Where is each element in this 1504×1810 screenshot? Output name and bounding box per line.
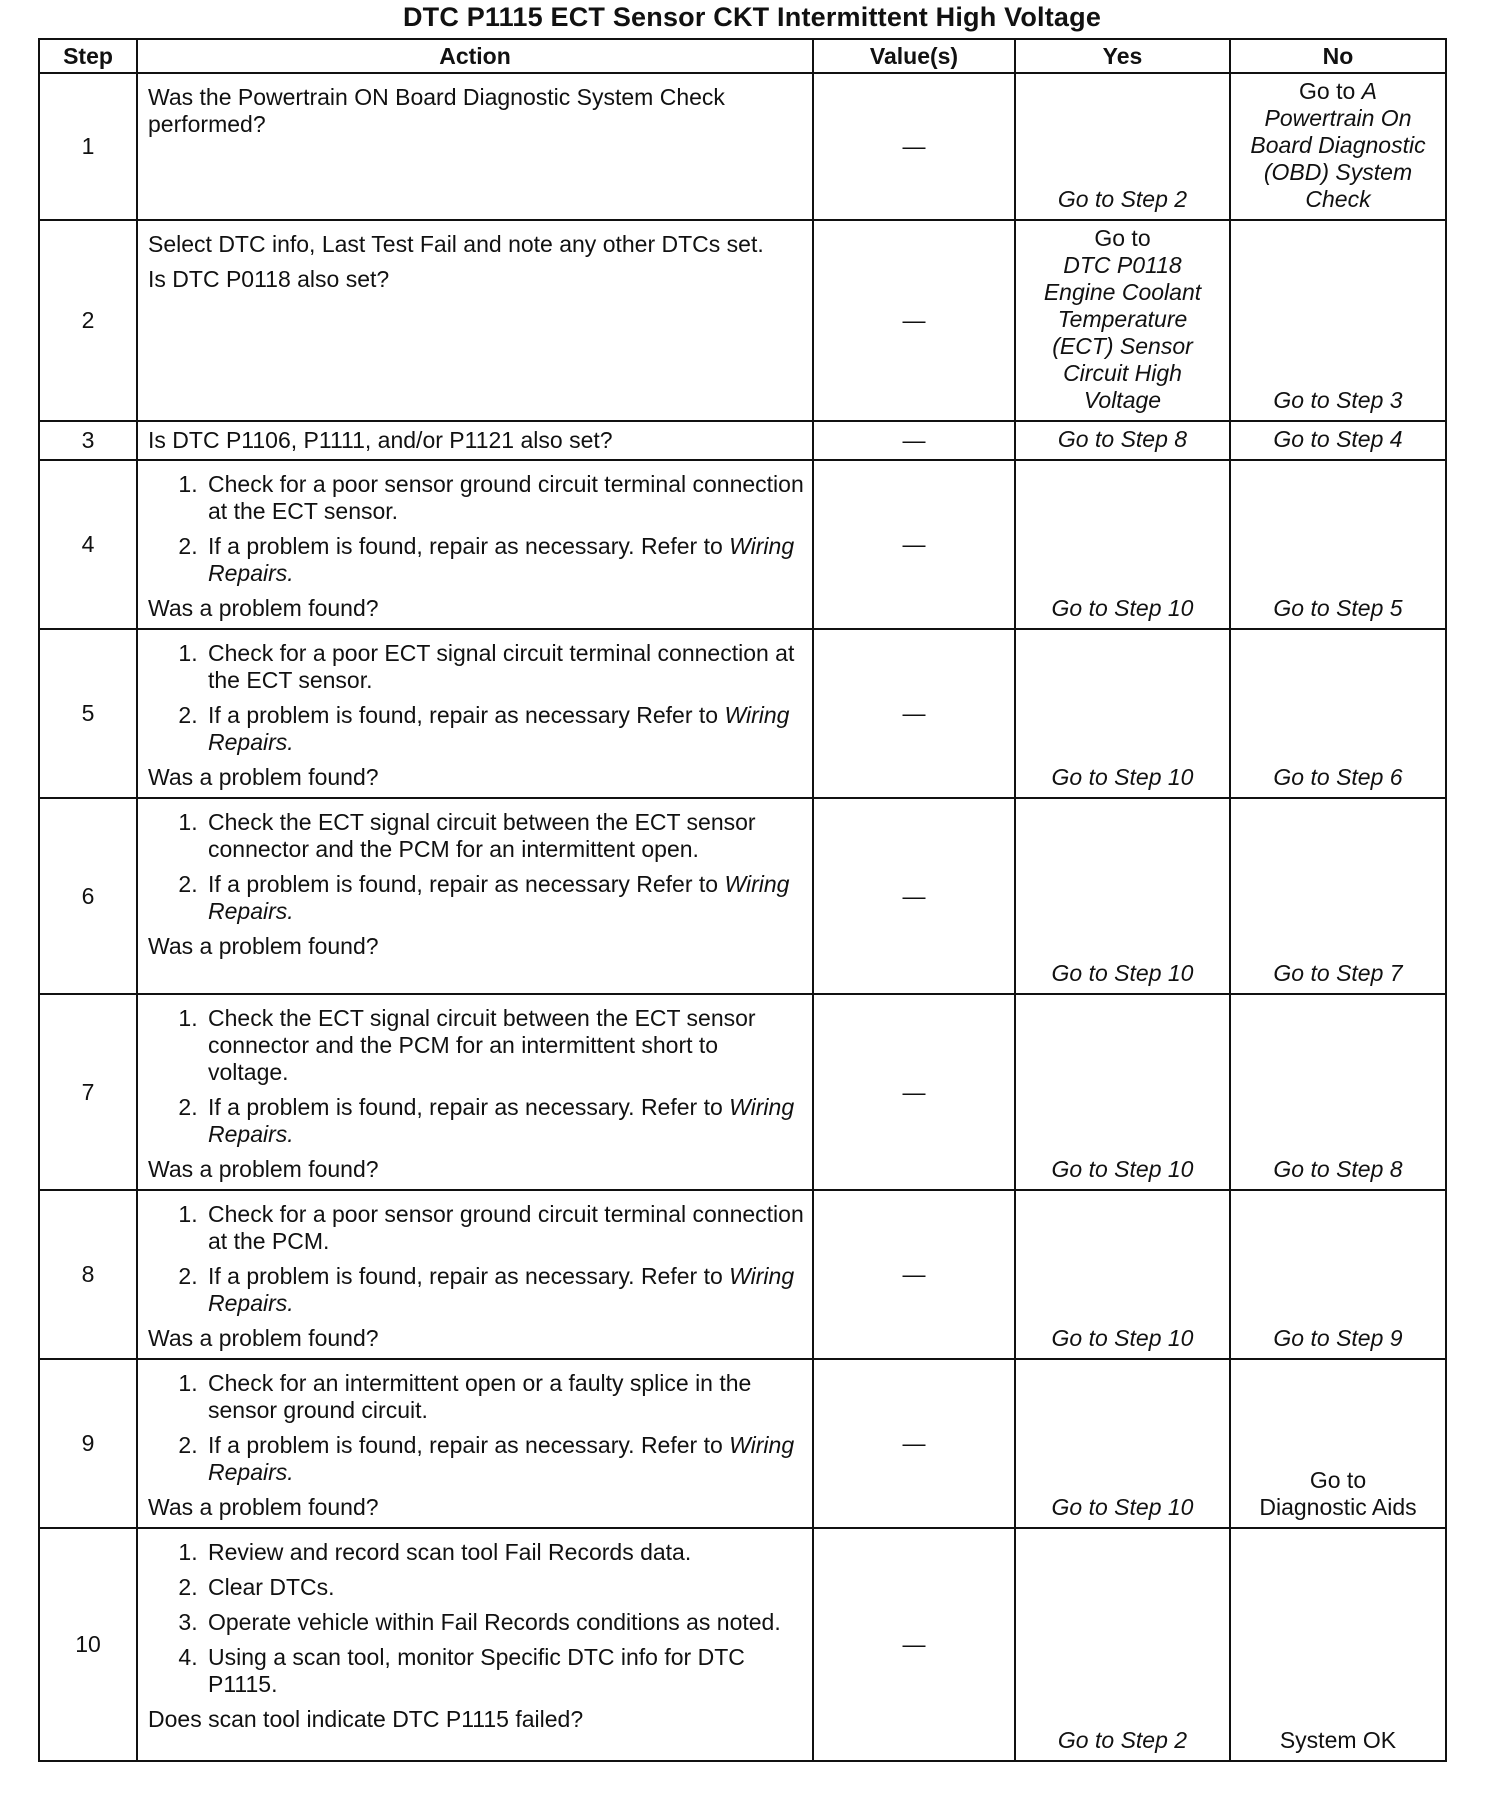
no-cell: Go to Step 8: [1230, 994, 1446, 1190]
action-step: 1. Check the ECT signal circuit between the ECT sensor connector and the PCM for an intermittent short to voltage.: [204, 1005, 804, 1086]
action-cell: [137, 629, 813, 798]
action-cell: [137, 421, 813, 460]
action-steps: [148, 1201, 804, 1317]
action-step: 2. If a problem is found, repair as necessary. Refer to Wiring Repairs.: [204, 1094, 804, 1148]
action-step: 1. Check for a poor ECT signal circuit terminal connection at the ECT sensor.: [204, 640, 804, 694]
action-question: Is DTC P0118 also set?: [148, 266, 390, 292]
no-cell: Go to Step 6: [1230, 629, 1446, 798]
action-step: 2. If a problem is found, repair as necessary Refer to Wiring Repairs.: [204, 702, 804, 756]
value-cell: —: [813, 798, 1015, 994]
header-values: Value(s): [813, 39, 1015, 73]
no-line: Go to A: [1299, 78, 1377, 104]
value-cell: —: [813, 73, 1015, 220]
yes-cell: Go to Step 10: [1015, 994, 1230, 1190]
table-row: [39, 220, 1446, 421]
no-cell: Go to Step 5: [1230, 460, 1446, 629]
table-row: [39, 1190, 1446, 1359]
value-cell: —: [813, 994, 1015, 1190]
action-question: Was a problem found?: [148, 1156, 379, 1182]
step-number: 3: [39, 421, 137, 460]
value-cell: —: [813, 220, 1015, 421]
action-cell: [137, 994, 813, 1190]
value-cell: —: [813, 1528, 1015, 1761]
action-cell: [137, 1528, 813, 1761]
value-cell: —: [813, 421, 1015, 460]
yes-cell: Go to Step 2: [1015, 73, 1230, 220]
header-no: No: [1230, 39, 1446, 73]
table-row: [39, 1359, 1446, 1528]
table-row: [39, 1528, 1446, 1761]
no-line: (OBD) System: [1263, 159, 1413, 185]
action-question: Was a problem found?: [148, 595, 379, 621]
diagnostic-table: [38, 38, 1447, 1762]
action-step: 2. If a problem is found, repair as necessary Refer to Wiring Repairs.: [204, 871, 804, 925]
action-step: 3. Operate vehicle within Fail Records conditions as noted.: [204, 1609, 804, 1636]
step-number: 5: [39, 629, 137, 798]
no-cell: Go to Step 4: [1230, 421, 1446, 460]
header-yes: Yes: [1015, 39, 1230, 73]
action-step: 1. Check for an intermittent open or a faulty splice in the sensor ground circuit.: [204, 1370, 804, 1424]
value-cell: —: [813, 1190, 1015, 1359]
action-step: 1. Check for a poor sensor ground circuit terminal connection at the ECT sensor.: [204, 471, 804, 525]
no-cell: [1230, 73, 1446, 220]
action-steps: [148, 809, 804, 925]
yes-cell: Go to Step 10: [1015, 1359, 1230, 1528]
no-line: Powertrain On: [1264, 105, 1412, 131]
header-row: [39, 39, 1446, 73]
yes-line: DTC P0118: [1063, 252, 1182, 278]
action-step: 1. Check for a poor sensor ground circuit terminal connection at the PCM.: [204, 1201, 804, 1255]
step-number: 10: [39, 1528, 137, 1761]
action-steps: [148, 1370, 804, 1486]
yes-cell: Go to Step 2: [1015, 1528, 1230, 1761]
no-cell: Go to Step 9: [1230, 1190, 1446, 1359]
no-line: Diagnostic Aids: [1259, 1494, 1417, 1520]
action-step: 2. Clear DTCs.: [204, 1574, 804, 1601]
table-row: [39, 994, 1446, 1190]
no-line: Go to: [1309, 1467, 1367, 1493]
action-cell: [137, 73, 813, 220]
yes-line: Temperature: [1057, 306, 1188, 332]
action-step: 2. If a problem is found, repair as necessary. Refer to Wiring Repairs.: [204, 533, 804, 587]
header-step: Step: [39, 39, 137, 73]
action-text: Was the Powertrain ON Board Diagnostic System Check performed?: [148, 84, 725, 137]
action-steps: [148, 640, 804, 756]
action-step: 2. If a problem is found, repair as necessary. Refer to Wiring Repairs.: [204, 1432, 804, 1486]
page-title: DTC P1115 ECT Sensor CKT Intermittent High Voltage: [402, 2, 1102, 32]
yes-line: Circuit High: [1063, 360, 1182, 386]
action-step: 2. If a problem is found, repair as necessary. Refer to Wiring Repairs.: [204, 1263, 804, 1317]
yes-cell: Go to Step 10: [1015, 1190, 1230, 1359]
yes-cell: Go to Step 10: [1015, 798, 1230, 994]
value-cell: —: [813, 629, 1015, 798]
table-row: [39, 629, 1446, 798]
value-cell: —: [813, 460, 1015, 629]
no-line: Check: [1305, 186, 1371, 212]
value-cell: —: [813, 1359, 1015, 1528]
no-line: Board Diagnostic: [1250, 132, 1426, 158]
yes-line: (ECT) Sensor: [1052, 333, 1193, 359]
action-step: 1. Review and record scan tool Fail Records data.: [204, 1539, 804, 1566]
action-cell: [137, 460, 813, 629]
action-question: Is DTC P1106, P1111, and/or P1121 also set?: [148, 427, 613, 453]
action-steps: [148, 1005, 804, 1148]
action-steps: [148, 471, 804, 587]
no-cell: System OK: [1230, 1528, 1446, 1761]
action-question: Was a problem found?: [148, 1494, 379, 1520]
header-action: Action: [137, 39, 813, 73]
yes-cell: Go to Step 8: [1015, 421, 1230, 460]
action-cell: [137, 220, 813, 421]
action-steps: [148, 1539, 804, 1698]
action-question: Was a problem found?: [148, 1325, 379, 1351]
action-cell: [137, 1190, 813, 1359]
action-cell: [137, 798, 813, 994]
table-row: [39, 421, 1446, 460]
no-cell: Go to Step 7: [1230, 798, 1446, 994]
no-cell: Go to Step 3: [1230, 220, 1446, 421]
action-cell: [137, 1359, 813, 1528]
yes-line: Voltage: [1083, 387, 1162, 413]
action-question: Was a problem found?: [148, 764, 379, 790]
table-row: [39, 460, 1446, 629]
action-text: Select DTC info, Last Test Fail and note any other DTCs set.: [148, 231, 764, 257]
action-question: Does scan tool indicate DTC P1115 failed?: [148, 1706, 584, 1732]
action-step: 4. Using a scan tool, monitor Specific DTC info for DTC P1115.: [204, 1644, 804, 1698]
table-row: [39, 73, 1446, 220]
yes-cell: Go to Step 10: [1015, 460, 1230, 629]
table-row: [39, 798, 1446, 994]
step-number: 4: [39, 460, 137, 629]
yes-cell: [1015, 220, 1230, 421]
step-number: 9: [39, 1359, 137, 1528]
action-step: 1. Check the ECT signal circuit between the ECT sensor connector and the PCM for an intermittent open.: [204, 809, 804, 863]
step-number: 6: [39, 798, 137, 994]
yes-line: Engine Coolant: [1043, 279, 1202, 305]
step-number: 2: [39, 220, 137, 421]
step-number: 1: [39, 73, 137, 220]
action-question: Was a problem found?: [148, 933, 379, 959]
no-cell: [1230, 1359, 1446, 1528]
step-number: 8: [39, 1190, 137, 1359]
yes-cell: Go to Step 10: [1015, 629, 1230, 798]
yes-line: Go to: [1094, 225, 1151, 251]
step-number: 7: [39, 994, 137, 1190]
